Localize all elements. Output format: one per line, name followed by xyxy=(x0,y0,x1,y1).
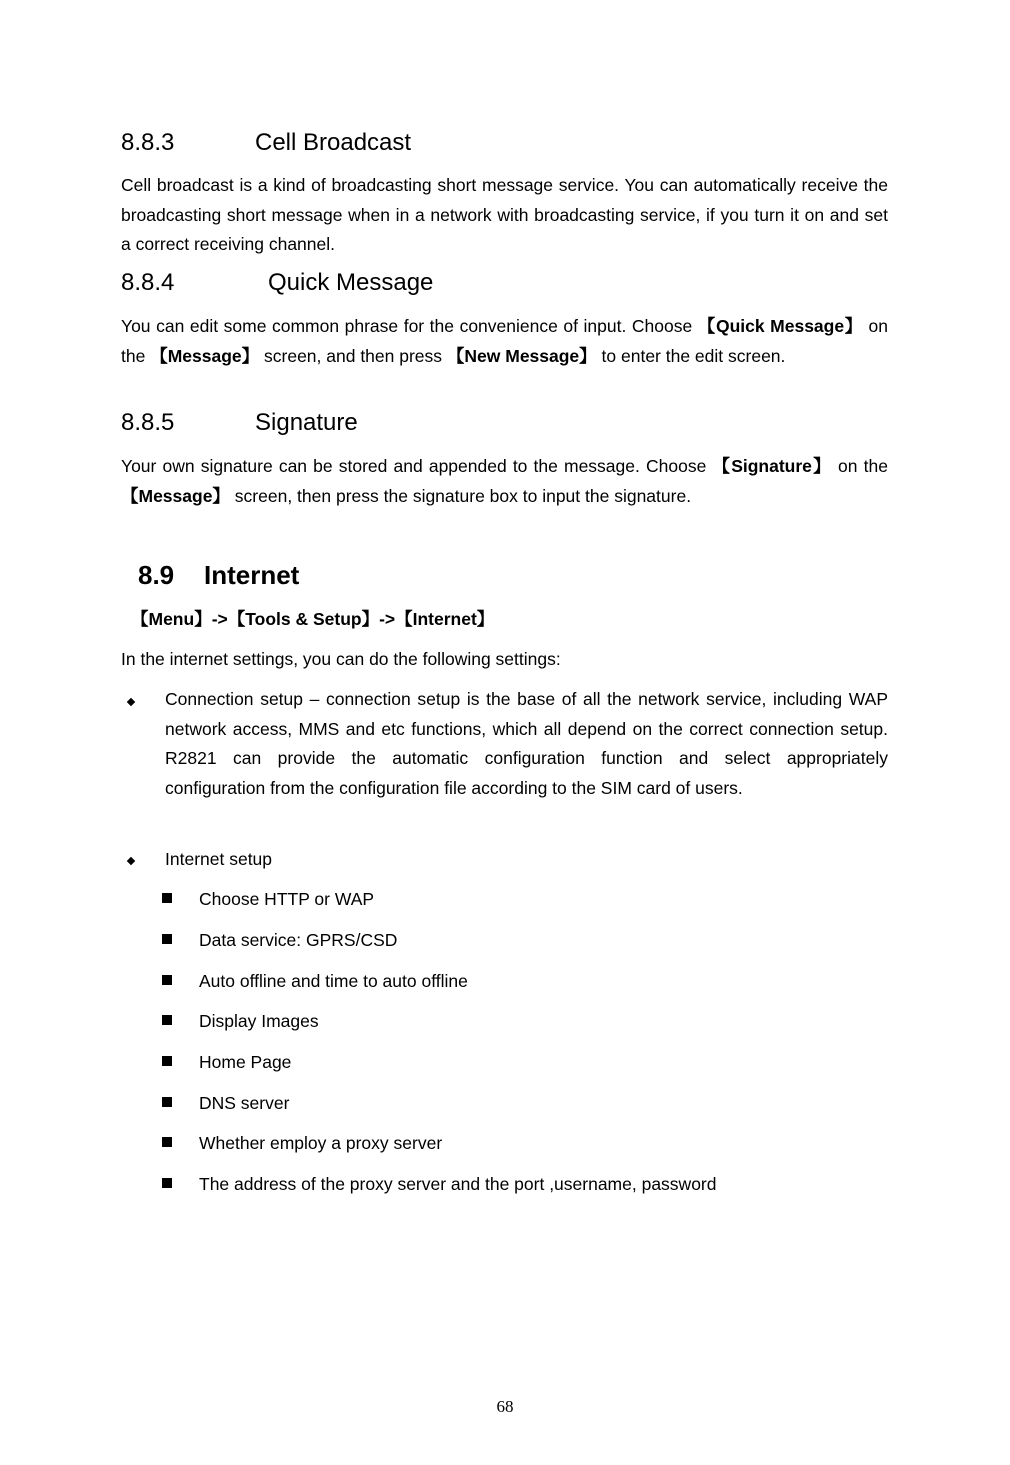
square-bullet-icon xyxy=(162,1097,172,1107)
section-heading-8-8-4 xyxy=(121,269,433,297)
message-label: 【Message】 xyxy=(150,345,260,366)
text-run: to enter the edit screen. xyxy=(596,345,786,366)
section-heading-8-8-3 xyxy=(121,129,411,157)
new-message-label: 【New Message】 xyxy=(446,345,597,366)
text-run: on the xyxy=(831,456,888,476)
text-run: screen, then press the signature box to input the signature. xyxy=(229,485,692,506)
subitem: Choose HTTP or WAP xyxy=(199,889,375,909)
text-run: on the xyxy=(121,316,889,366)
section-number: 8.8.5 xyxy=(121,409,175,436)
subitem: Display Images xyxy=(199,1011,319,1031)
bullet-internet-setup: Internet setup xyxy=(165,849,273,869)
square-bullet-icon xyxy=(162,934,172,944)
cell-broadcast-paragraph: Cell broadcast is a kind of broadcasting short message service. You can automatically receive the broadcasting short message when in a network with broadcasting service, if you turn it on and set a correct receiving channel. xyxy=(121,175,888,255)
text-run: You can edit some common phrase for the convenience of input. Choose xyxy=(121,316,698,336)
section-title: Internet xyxy=(204,560,300,590)
menu-path: 【Menu】->【Tools & Setup】->【Internet】 xyxy=(131,609,495,629)
section-title: Signature xyxy=(255,409,358,436)
bullet-connection-setup: Connection setup – connection setup is the base of all the network service, including WAP network access, MMS and etc functions, which all depend on the correct connection setup. R2821 can provide the automatic configuration function and select appropriately configuration from the configuration file according to the SIM card of users. xyxy=(165,689,888,798)
square-bullet-icon xyxy=(162,975,172,985)
diamond-bullet-icon xyxy=(127,857,135,865)
message-label: 【Message】 xyxy=(121,485,230,506)
square-bullet-icon xyxy=(162,893,172,903)
subitem: DNS server xyxy=(199,1093,290,1113)
section-title: Quick Message xyxy=(268,269,434,296)
quick-message-paragraph xyxy=(121,312,888,371)
signature-paragraph xyxy=(121,452,888,511)
square-bullet-icon xyxy=(162,1015,172,1025)
square-bullet-icon xyxy=(162,1056,172,1066)
section-number: 8.8.4 xyxy=(121,269,175,296)
square-bullet-icon xyxy=(162,1178,172,1188)
diamond-bullet-icon xyxy=(127,698,135,706)
subitem: The address of the proxy server and the port ,username, password xyxy=(199,1174,717,1194)
subitem: Whether employ a proxy server xyxy=(199,1133,443,1153)
subitem: Data service: GPRS/CSD xyxy=(199,930,398,950)
section-heading-8-8-5 xyxy=(121,409,358,437)
text-run: screen, and then press xyxy=(259,345,447,366)
subitem: Home Page xyxy=(199,1052,292,1072)
signature-label: 【Signature】 xyxy=(712,456,832,476)
subitem: Auto offline and time to auto offline xyxy=(199,971,468,991)
section-heading-8-9 xyxy=(138,560,299,590)
quick-message-label: 【Quick Message】 xyxy=(697,316,863,336)
section-number: 8.9 xyxy=(138,560,175,590)
internet-intro: In the internet settings, you can do the following settings: xyxy=(121,649,561,669)
section-title: Cell Broadcast xyxy=(255,129,412,156)
page-number: 68 xyxy=(496,1397,514,1416)
text-run: Your own signature can be stored and appended to the message. Choose xyxy=(121,456,713,476)
square-bullet-icon xyxy=(162,1137,172,1147)
section-number: 8.8.3 xyxy=(121,129,175,156)
